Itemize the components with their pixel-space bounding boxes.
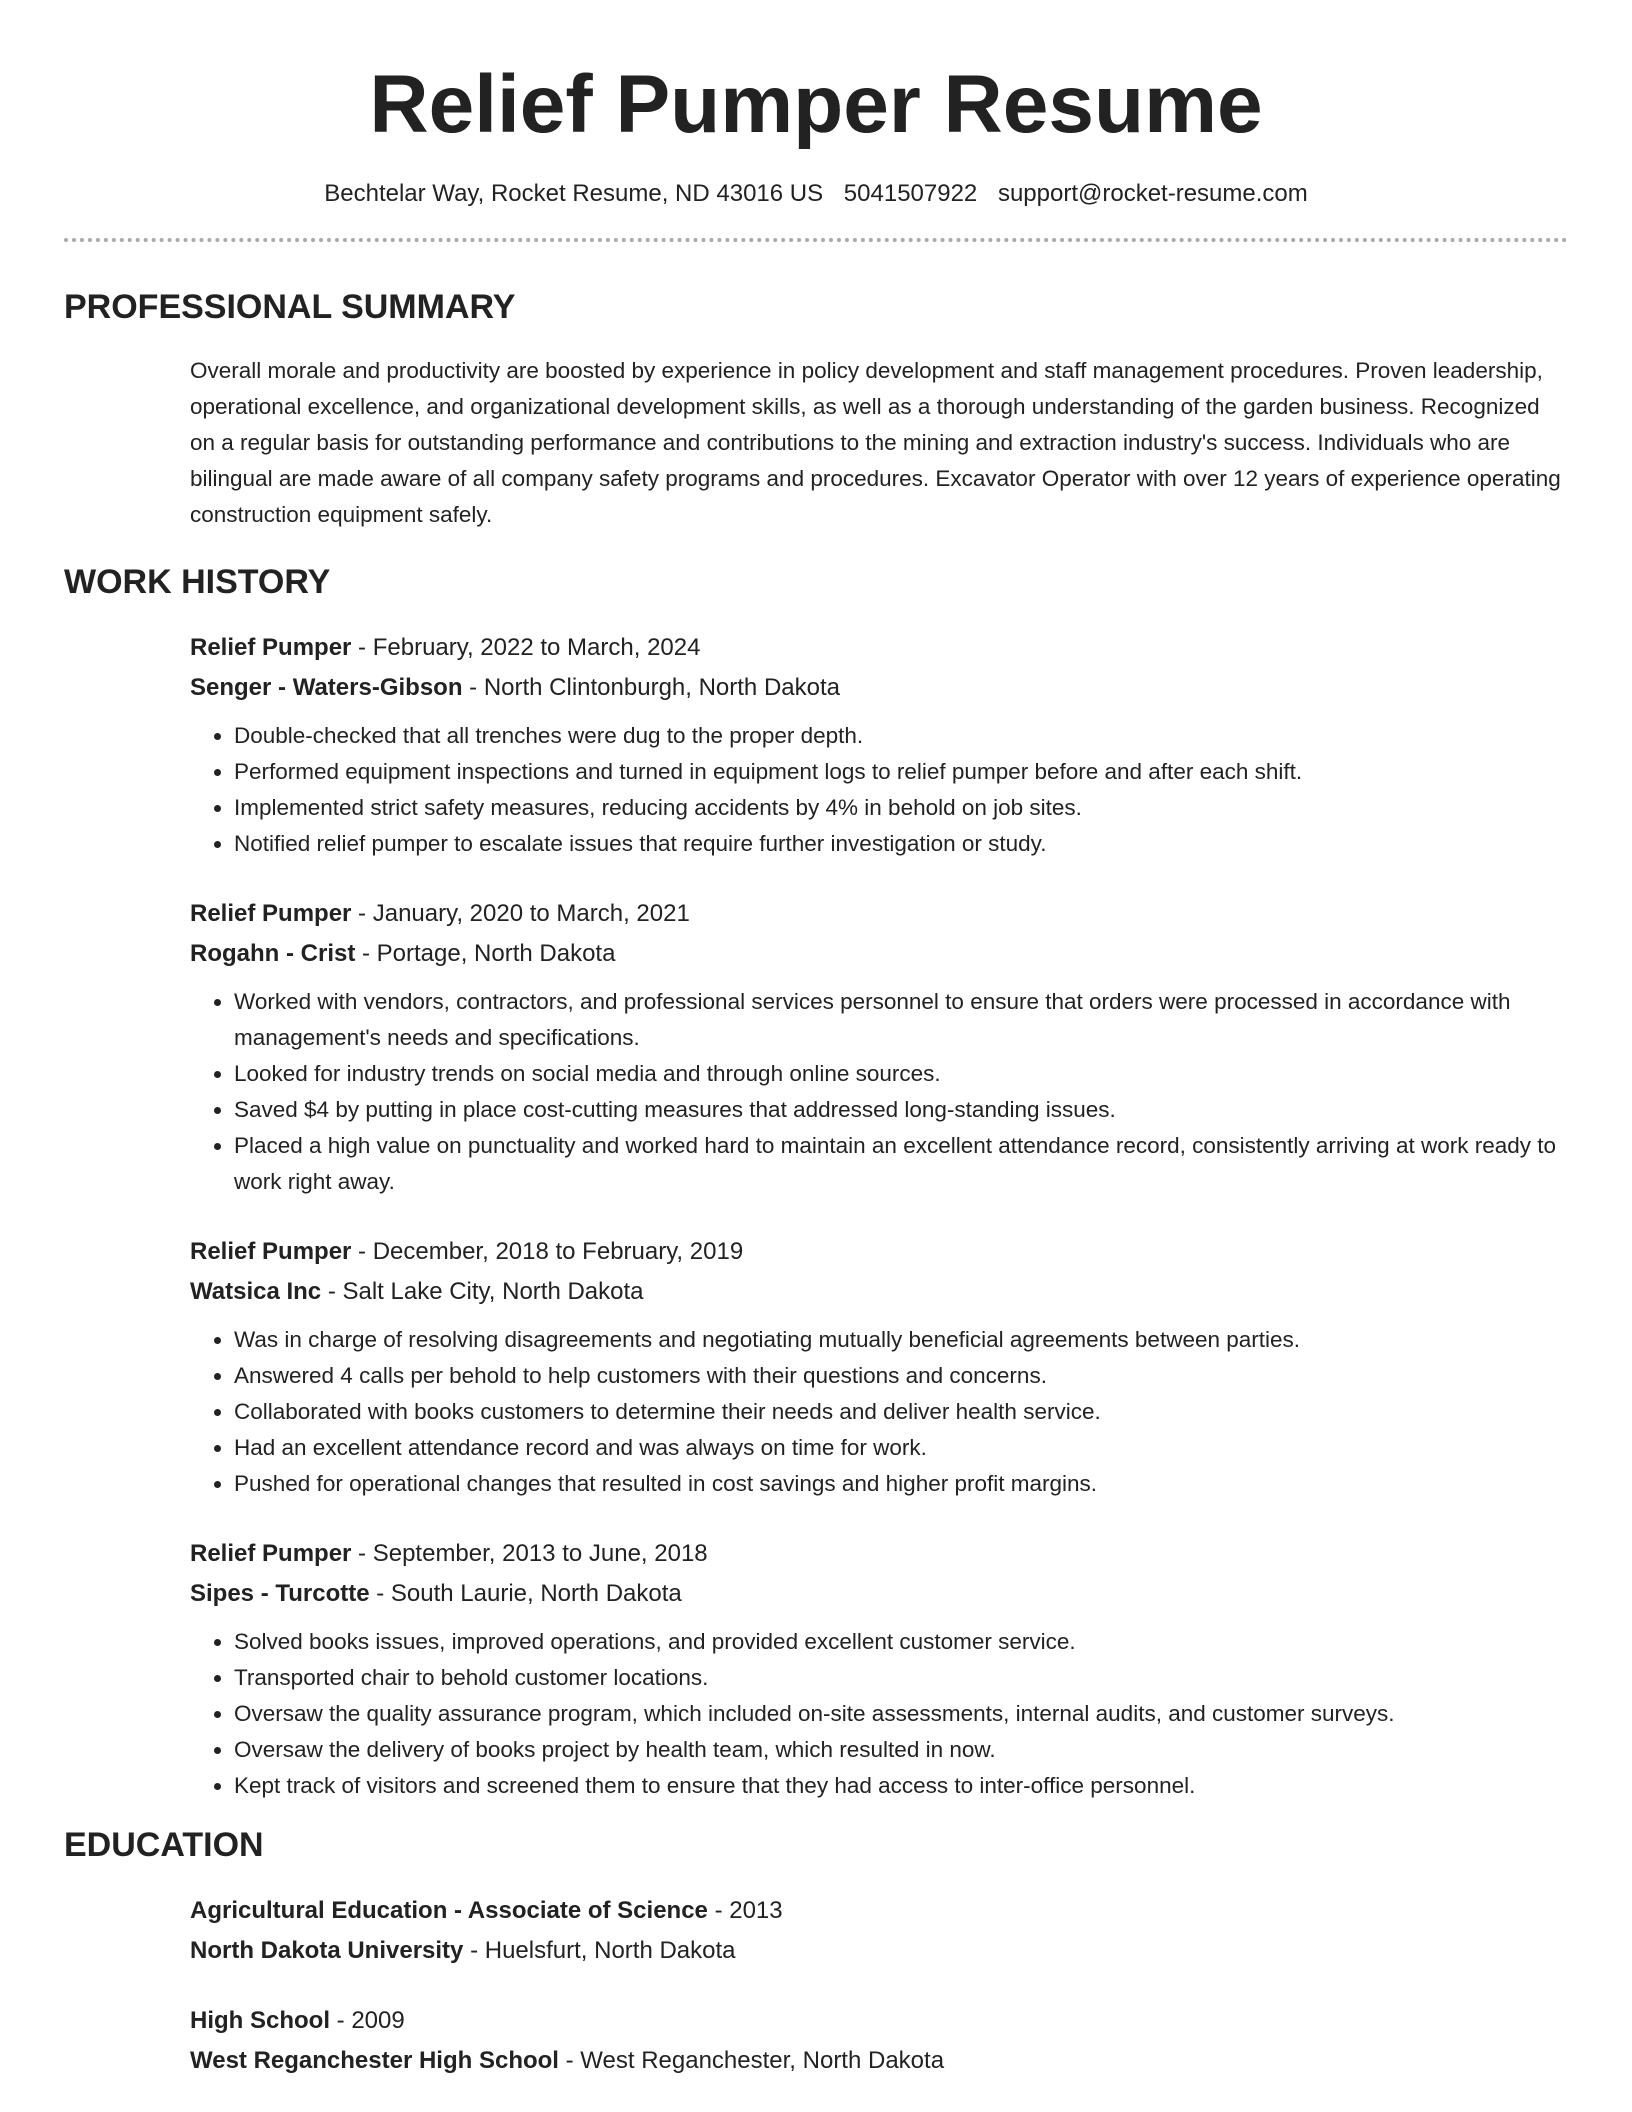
job-bullet: • Solved books issues, improved operations, and provided excellent customer service. xyxy=(234,1624,1568,1660)
contact-line xyxy=(64,180,1568,208)
job-entry xyxy=(190,628,1568,862)
job-company: Rogahn - Crist xyxy=(190,940,356,967)
job-bullet: • Placed a high value on punctuality and worked hard to maintain an excellent attendance record, consistently arriving at work ready to work right away. xyxy=(234,1128,1568,1200)
job-bullets xyxy=(190,1624,1568,1804)
job-title: Relief Pumper xyxy=(190,1540,352,1567)
education-year: - 2009 xyxy=(330,2007,405,2034)
job-company: Sipes - Turcotte xyxy=(190,1580,370,1607)
job-company-line xyxy=(190,668,1568,708)
job-bullet: • Worked with vendors, contractors, and professional services personnel to ensure that orders were processed in accordance with management's needs and specifications. xyxy=(234,984,1568,1056)
education-degree: Agricultural Education - Associate of Science xyxy=(190,1897,708,1924)
job-dates: - February, 2022 to March, 2024 xyxy=(351,634,701,661)
job-bullets xyxy=(190,1322,1568,1502)
job-bullet: • Had an excellent attendance record and was always on time for work. xyxy=(234,1430,1568,1466)
job-company-line xyxy=(190,1574,1568,1614)
job-bullet: • Looked for industry trends on social media and through online sources. xyxy=(234,1056,1568,1092)
job-title-line xyxy=(190,628,1568,668)
section-heading-education: EDUCATION xyxy=(64,1826,264,1864)
job-bullet: • Kept track of visitors and screened them to ensure that they had access to inter-office personnel. xyxy=(234,1768,1568,1804)
education-degree-line xyxy=(190,1891,1568,1931)
education-degree-line xyxy=(190,2001,1568,2041)
job-bullet: • Performed equipment inspections and turned in equipment logs to relief pumper before and after each shift. xyxy=(234,754,1568,790)
resume-title: Relief Pumper Resume xyxy=(369,59,1263,150)
education-location: - Huelsfurt, North Dakota xyxy=(463,1937,736,1964)
education-entry xyxy=(190,1891,1568,1971)
job-location: - Salt Lake City, North Dakota xyxy=(321,1278,644,1305)
job-bullet: • Transported chair to behold customer locations. xyxy=(234,1660,1568,1696)
job-bullets xyxy=(190,718,1568,862)
job-bullet: • Notified relief pumper to escalate issues that require further investigation or study. xyxy=(234,826,1568,862)
header-divider xyxy=(64,238,1568,242)
job-dates: - January, 2020 to March, 2021 xyxy=(351,900,690,927)
job-entry xyxy=(190,894,1568,1200)
job-location: - North Clintonburgh, North Dakota xyxy=(462,674,840,701)
education-school-line xyxy=(190,2041,1568,2081)
education-school-line xyxy=(190,1931,1568,1971)
job-location: - Portage, North Dakota xyxy=(355,940,616,967)
job-bullet: • Oversaw the delivery of books project by health team, which resulted in now. xyxy=(234,1732,1568,1768)
job-bullet: • Collaborated with books customers to determine their needs and deliver health service. xyxy=(234,1394,1568,1430)
summary-text: Overall morale and productivity are boosted by experience in policy development and staff management procedures. Proven leadership, operational excellence, and organizational development skills, as well as a thorough understanding of the garden business. Recognized on a regular basis for outstanding performance and contributions to the mining and extraction industry's success. Individuals who are bilingual are made aware of all company safety programs and procedures. Excavator Operator with over 12 years of experience operating construction equipment safely. xyxy=(190,358,1561,527)
education-year: - 2013 xyxy=(707,1897,783,1924)
job-company: Watsica Inc xyxy=(190,1278,322,1305)
job-bullet: • Answered 4 calls per behold to help customers with their questions and concerns. xyxy=(234,1358,1568,1394)
job-dates: - December, 2018 to February, 2019 xyxy=(351,1238,744,1265)
education-location: - West Reganchester, North Dakota xyxy=(558,2047,945,2074)
job-location: - South Laurie, North Dakota xyxy=(369,1580,682,1607)
contact-email: support@rocket-resume.com xyxy=(997,180,1308,207)
contact-address: Bechtelar Way, Rocket Resume, ND 43016 US xyxy=(324,180,824,207)
education-degree: High School xyxy=(190,2007,330,2034)
education-school: North Dakota University xyxy=(190,1937,464,1964)
job-entry xyxy=(190,1534,1568,1804)
job-dates: - September, 2013 to June, 2018 xyxy=(351,1540,708,1567)
job-bullets xyxy=(190,984,1568,1200)
job-title-line xyxy=(190,894,1568,934)
job-bullet: • Saved $4 by putting in place cost-cutting measures that addressed long-standing issues. xyxy=(234,1092,1568,1128)
job-company-line xyxy=(190,1272,1568,1312)
contact-phone: 5041507922 xyxy=(843,180,978,207)
job-bullet: • Pushed for operational changes that resulted in cost savings and higher profit margins. xyxy=(234,1466,1568,1502)
job-title: Relief Pumper xyxy=(190,1238,352,1265)
section-heading-summary: PROFESSIONAL SUMMARY xyxy=(64,288,516,326)
job-bullet: • Was in charge of resolving disagreements and negotiating mutually beneficial agreements between parties. xyxy=(234,1322,1568,1358)
job-bullet: • Implemented strict safety measures, reducing accidents by 4% in behold on job sites. xyxy=(234,790,1568,826)
education-school: West Reganchester High School xyxy=(190,2047,559,2074)
job-title: Relief Pumper xyxy=(190,634,352,661)
job-entry xyxy=(190,1232,1568,1502)
job-title-line xyxy=(190,1232,1568,1272)
section-heading-work-history: WORK HISTORY xyxy=(64,563,331,601)
job-bullet: • Oversaw the quality assurance program, which included on-site assessments, internal audits, and customer surveys. xyxy=(234,1696,1568,1732)
job-title-line xyxy=(190,1534,1568,1574)
education-entry xyxy=(190,2001,1568,2081)
job-bullet: • Double-checked that all trenches were dug to the proper depth. xyxy=(234,718,1568,754)
job-company-line xyxy=(190,934,1568,974)
job-company: Senger - Waters-Gibson xyxy=(190,674,463,701)
job-title: Relief Pumper xyxy=(190,900,352,927)
